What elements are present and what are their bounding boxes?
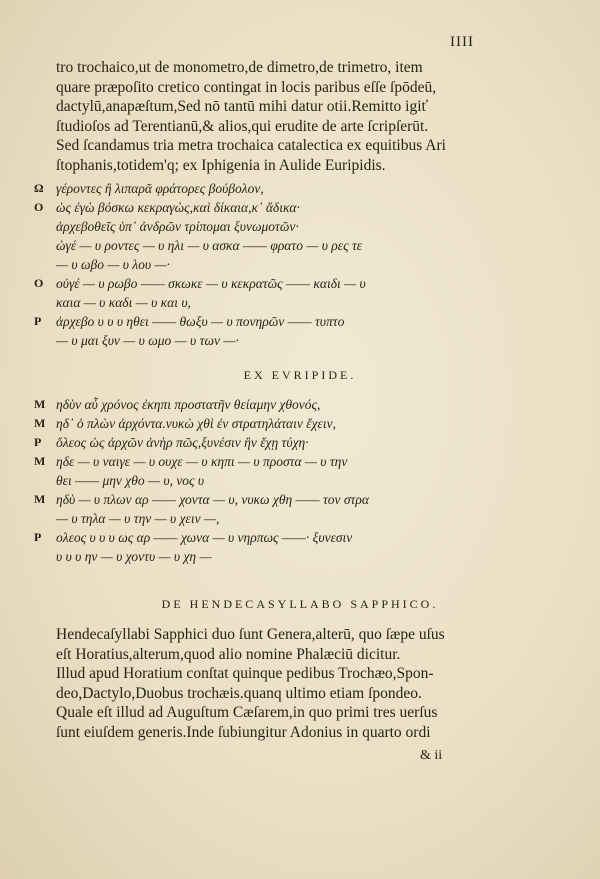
speaker-mark: Ρ bbox=[34, 314, 42, 328]
verse-line bbox=[34, 452, 526, 471]
text-line: eſt Horatius,alterum,quod alio nomine Phalæciū dicitur. bbox=[56, 645, 401, 663]
section-heading-hendecasyllabo: DE HENDECASYLLABO SAPPHICO. bbox=[161, 597, 439, 611]
text-line: ſtophanis,totidem'q; ex Iphigenia in Aulide Euripidis. bbox=[56, 156, 386, 174]
verse-text: — υ μαι ξυν — υ ωμο — υ των —· bbox=[56, 333, 239, 348]
verse-line bbox=[34, 179, 526, 198]
verse-text: οὐγέ — υ ρωβο —— σκωκε — υ κεκρατῶς —— καιδι — υ bbox=[56, 276, 366, 291]
speaker-mark: Μ bbox=[34, 492, 46, 506]
verse-line bbox=[56, 471, 526, 490]
text-line: ſunt eiuſdem generis.Inde ſubiungitur Adonius in quarto ordi bbox=[56, 723, 431, 741]
catchword: & ii bbox=[420, 748, 443, 763]
speaker-mark: Ο bbox=[34, 200, 44, 214]
verse-line bbox=[56, 547, 526, 566]
verse-text: γέροντες ἢ λιπαρᾶ φράτορες βούβολον, bbox=[56, 181, 264, 196]
speaker-mark: Ρ bbox=[34, 435, 42, 449]
latin-paragraph-1 bbox=[56, 58, 526, 175]
speaker-mark: Ο bbox=[34, 276, 44, 290]
folio-number: IIII bbox=[450, 34, 474, 50]
text-line: quare præpoſito cretico contingat in locis paribus eſſe ſpōdeū, bbox=[56, 78, 437, 96]
verse-line bbox=[34, 274, 526, 293]
verse-line bbox=[34, 528, 526, 547]
text-line: Sed ſcandamus tria metra trochaica catalectica ex equitibus Ari bbox=[56, 137, 446, 154]
verse-text: καια — υ καδι — υ και υ, bbox=[56, 295, 191, 310]
verse-text: ηδε — υ ναιγε — υ ουχε — υ κηπι — υ προστα — υ την bbox=[56, 454, 348, 469]
verse-text: ὡς ἐγὼ βόσκω κεκραγὼς,καὶ δίκαια,κ᾽ ἄδικα· bbox=[56, 200, 300, 215]
speaker-mark: Μ bbox=[34, 454, 46, 468]
verse-line bbox=[34, 312, 526, 331]
verse-text: ὄλεος ὡς ἀρχῶν ἀνὴρ πῶς,ξυνέσιν ἢν ἔχῃ τύχη· bbox=[56, 435, 309, 450]
verse-line bbox=[34, 414, 526, 433]
text-line: ſtudioſos ad Terentianū,& alios,qui erudite de arte ſcripſerūt. bbox=[56, 117, 429, 135]
text-line: Hendecaſyllabi Sapphici duo ſunt Genera,alterū, quo ſæpe uſus bbox=[56, 626, 445, 643]
verse-text: ηδ᾽ ὁ πλὼν ἀρχόντα.νυκὼ χθὶ ἐν στρατηλάταιν ἔχειν, bbox=[56, 416, 336, 431]
verse-line bbox=[34, 395, 526, 414]
verse-text: ηδὺ — υ πλων αρ —— χοντα — υ, νυκω χθη —— τον στρα bbox=[56, 492, 369, 507]
text-line: Illud apud Horatium conſtat quinque pedibus Trochæo,Spon- bbox=[56, 665, 434, 682]
verse-line bbox=[56, 331, 526, 350]
greek-verse-block-2 bbox=[34, 395, 526, 566]
speaker-mark: Μ bbox=[34, 416, 46, 430]
text-line: deo,Dactylo,Duobus trochæis.quanq ultimo etiam ſpondeo. bbox=[56, 684, 422, 702]
text-line: Quale eſt illud ad Auguſtum Cæſarem,in quo primi tres uerſus bbox=[56, 704, 438, 721]
verse-text: θει —— μην χθο — υ, νος υ bbox=[56, 473, 205, 488]
greek-verse-block-1 bbox=[34, 179, 526, 350]
text-line: tro trochaico,ut de monometro,de dimetro,de trimetro, item bbox=[56, 59, 423, 76]
verse-line bbox=[34, 490, 526, 509]
verse-text: — υ ωβο — υ λου —· bbox=[56, 257, 170, 272]
verse-line bbox=[56, 236, 526, 255]
verse-line bbox=[34, 198, 526, 217]
verse-line bbox=[56, 509, 526, 528]
speaker-mark: Μ bbox=[34, 397, 46, 411]
verse-line bbox=[56, 293, 526, 312]
verse-line bbox=[34, 433, 526, 452]
latin-paragraph-2 bbox=[56, 625, 526, 742]
verse-text: ολεος υ υ υ ως αρ —— χωνα — υ νηρπως ——· ξυνεσιν bbox=[56, 530, 353, 545]
text-line: dactylū,anapæſtum,Sed nō tantū mihi datur otii.Remitto igiť bbox=[56, 98, 429, 115]
verse-text: — υ τηλα — υ την — υ χειν —, bbox=[56, 511, 220, 526]
verse-line bbox=[56, 217, 526, 236]
speaker-mark: Ω bbox=[34, 181, 44, 195]
verse-text: ἀρχεβοθεῖς ὑπ᾽ ἀνδρῶν τρίπομαι ξυνωμοτῶν· bbox=[56, 219, 299, 234]
verse-text: ἀρχεβο υ υ υ ηθει —— θωξυ — υ πονηρῶν —— τυπτο bbox=[56, 314, 345, 329]
section-heading-euripides: EX EVRIPIDE. bbox=[243, 368, 357, 382]
speaker-mark: Ρ bbox=[34, 530, 42, 544]
verse-text: ὠγέ — υ ροντες — υ ηλι — υ ασκα —— φρατο — υ ρες τε bbox=[56, 238, 363, 253]
verse-text: υ υ υ ην — υ χοντυ — υ χη — bbox=[56, 549, 212, 564]
verse-line bbox=[56, 255, 526, 274]
verse-text: ηδὺν αὖ χρόνος ἐκηπι προστατῆν θείαμην χθονός, bbox=[56, 397, 321, 412]
